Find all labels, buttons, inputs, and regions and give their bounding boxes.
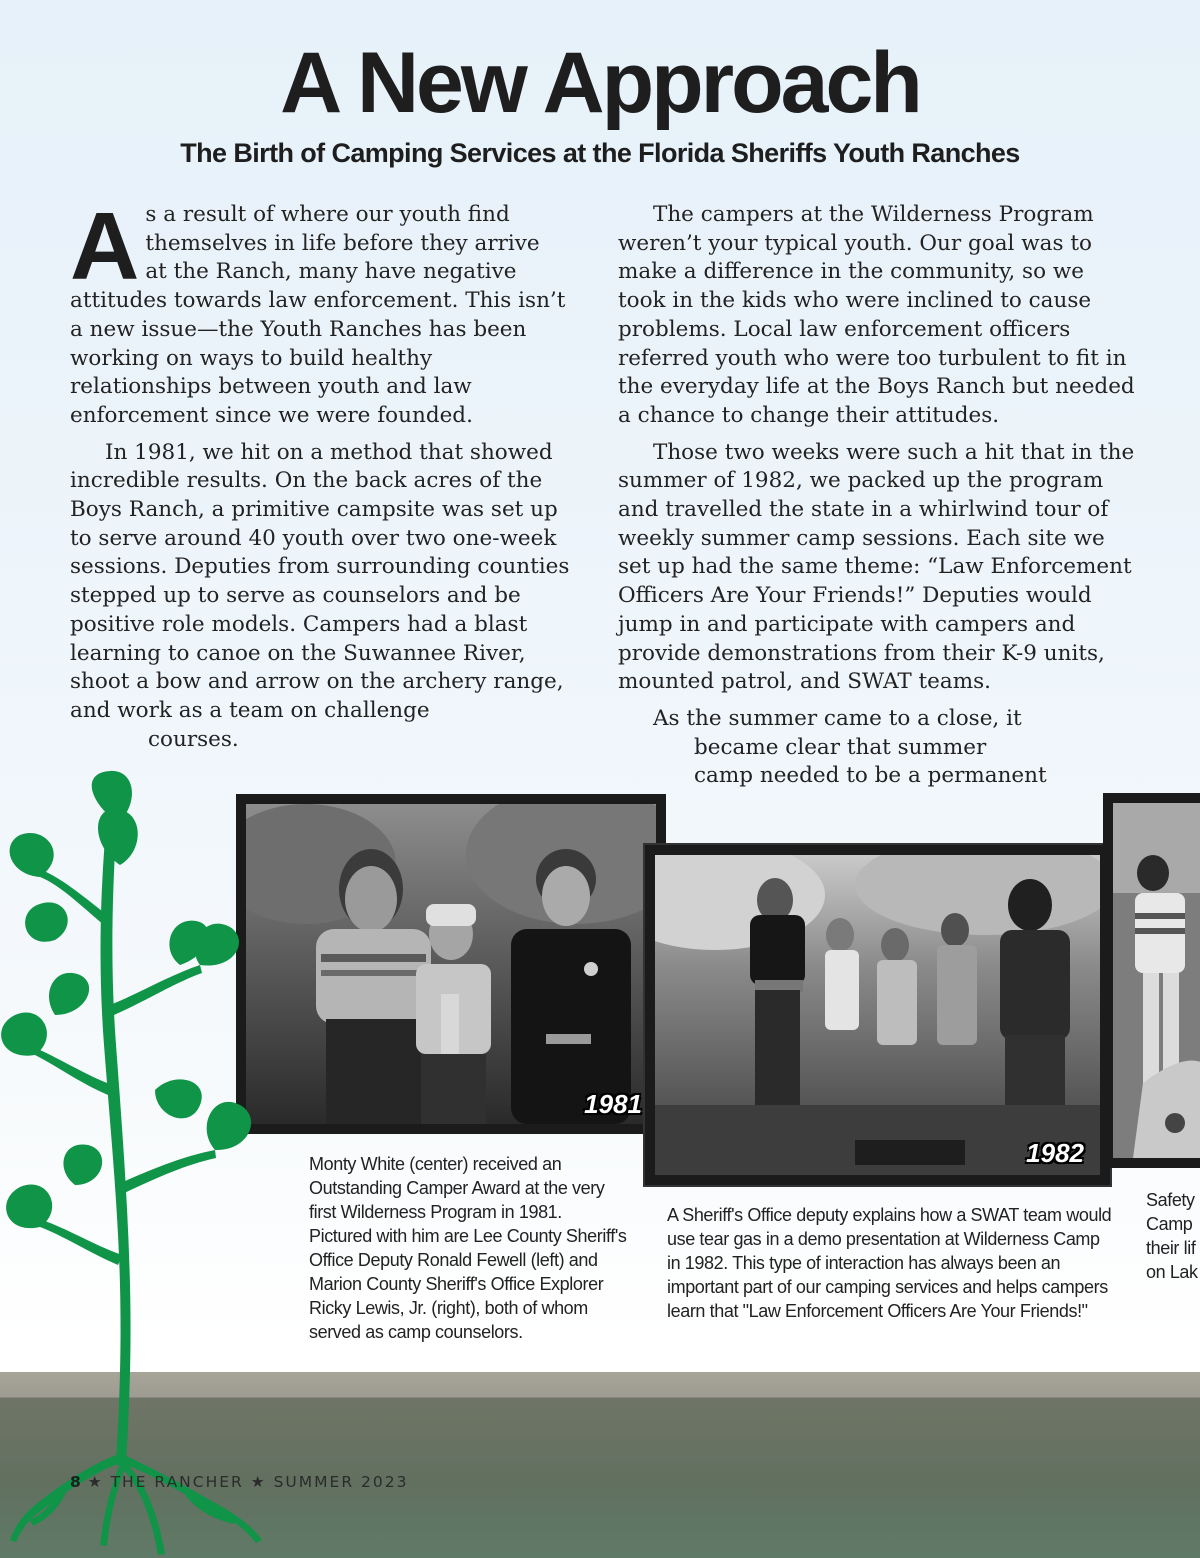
- paragraph-line: camp needed to be a permanent: [694, 763, 1047, 789]
- photo-1982-image: [655, 855, 1100, 1175]
- photo-caption: Monty White (center) received an Outstanding Camper Award at the very first Wilderness Program in 1981. Pictured with him are Lee County Sheriff's Office Deputy Ronald Fewell (left) and Marion County Sheriff's Office Explorer Ricky Lewis, Jr. (right), both of whom served as camp counselors.: [309, 1154, 627, 1342]
- photo-caption: A Sheriff's Office deputy explains how a SWAT team would use tear gas in a demo presentation at Wilderness Camp in 1982. This type of interaction has always been an important part of our camping services and helps campers learn that "Law Enforcement Officers Are Your Friends!": [667, 1205, 1112, 1321]
- plant-illustration: [0, 765, 280, 1558]
- photo-1981-image: [246, 804, 656, 1124]
- caption-line: Camp: [1146, 1214, 1193, 1234]
- photo-safety-camp-illustration: [1113, 803, 1200, 1158]
- paragraph-line: became clear that summer: [694, 734, 987, 760]
- caption-line: Safety: [1146, 1190, 1195, 1210]
- page-number: 8: [70, 1473, 81, 1491]
- photo-safety-camp: [1103, 793, 1200, 1168]
- page-title: A New Approach: [280, 35, 920, 131]
- intro-line: themselves in life before they arrive: [145, 230, 540, 256]
- photo-caption-cropped: [1146, 1188, 1200, 1284]
- publication-name: THE RANCHER: [110, 1473, 244, 1491]
- intro-rest: attitudes towards law enforcement. This isn’t a new issue—the Youth Ranches has been working on ways to build healthy relationships between youth and law enforcement since we were founded.: [70, 288, 566, 428]
- page-footer: [70, 1473, 408, 1491]
- paragraph-1982: Those two weeks were such a hit that in the summer of 1982, we packed up the program and travelled the state in a whirlwind tour of weekly summer camp sessions. Each site we set up had the same theme: “Law Enforcement Officers Are Your Friends!” Deputies would jump in and participate with campers and provide demonstrations from their K-9 units, mounted patrol, and SWAT teams.: [618, 439, 1135, 695]
- intro-line: s a result of where our youth find: [145, 202, 510, 227]
- caption-line: their lif: [1146, 1238, 1196, 1258]
- star-separator-icon: ★: [250, 1473, 267, 1491]
- page-subtitle: The Birth of Camping Services at the Florida Sheriffs Youth Ranches: [180, 138, 1020, 168]
- article-column-left: [70, 193, 570, 762]
- paragraph-line: As the summer came to a close, it: [653, 705, 1022, 731]
- star-separator-icon: ★: [87, 1473, 104, 1491]
- paragraph-text: In 1981, we hit on a method that showed incredible results. On the back acres of the Boys Ranch, a primitive campsite was set up to serve around 40 youth over two one-week sessions. Deputies from surrounding counties stepped up to serve as counselors and be positive role models. Campers had a blast learning to canoe on the Suwannee River, shoot a bow and arrow on the archery range, and work as a team on challenge: [70, 439, 570, 723]
- photo-1981-illustration: [246, 804, 656, 1124]
- paragraph-intro: [70, 193, 570, 431]
- drop-cap: A: [70, 193, 140, 300]
- caption-line: on Lak: [1146, 1262, 1198, 1282]
- photo-1981: [236, 794, 666, 1134]
- article-column-right: [618, 201, 1138, 799]
- paragraph-summer-close: [618, 705, 1138, 791]
- issue-label: SUMMER 2023: [273, 1473, 409, 1491]
- photo-1982: [643, 843, 1112, 1187]
- photo-safety-camp-image: [1113, 803, 1200, 1158]
- paragraph-end: courses.: [148, 726, 239, 752]
- paragraph-campers: The campers at the Wilderness Program weren’t your typical youth. Our goal was to make a difference in the community, so we took in the kids who were inclined to cause problems. Local law enforcement officers referred youth who were too turbulent to fit in the everyday life at the Boys Ranch but needed a chance to change their attitudes.: [618, 202, 1135, 428]
- intro-line: at the Ranch, many have negative: [145, 259, 517, 285]
- photo-year-label: 1982: [1026, 1138, 1084, 1168]
- photo-1982-illustration: [655, 855, 1100, 1175]
- paragraph-1981: [70, 439, 570, 755]
- photo-year-label: 1981: [584, 1089, 642, 1119]
